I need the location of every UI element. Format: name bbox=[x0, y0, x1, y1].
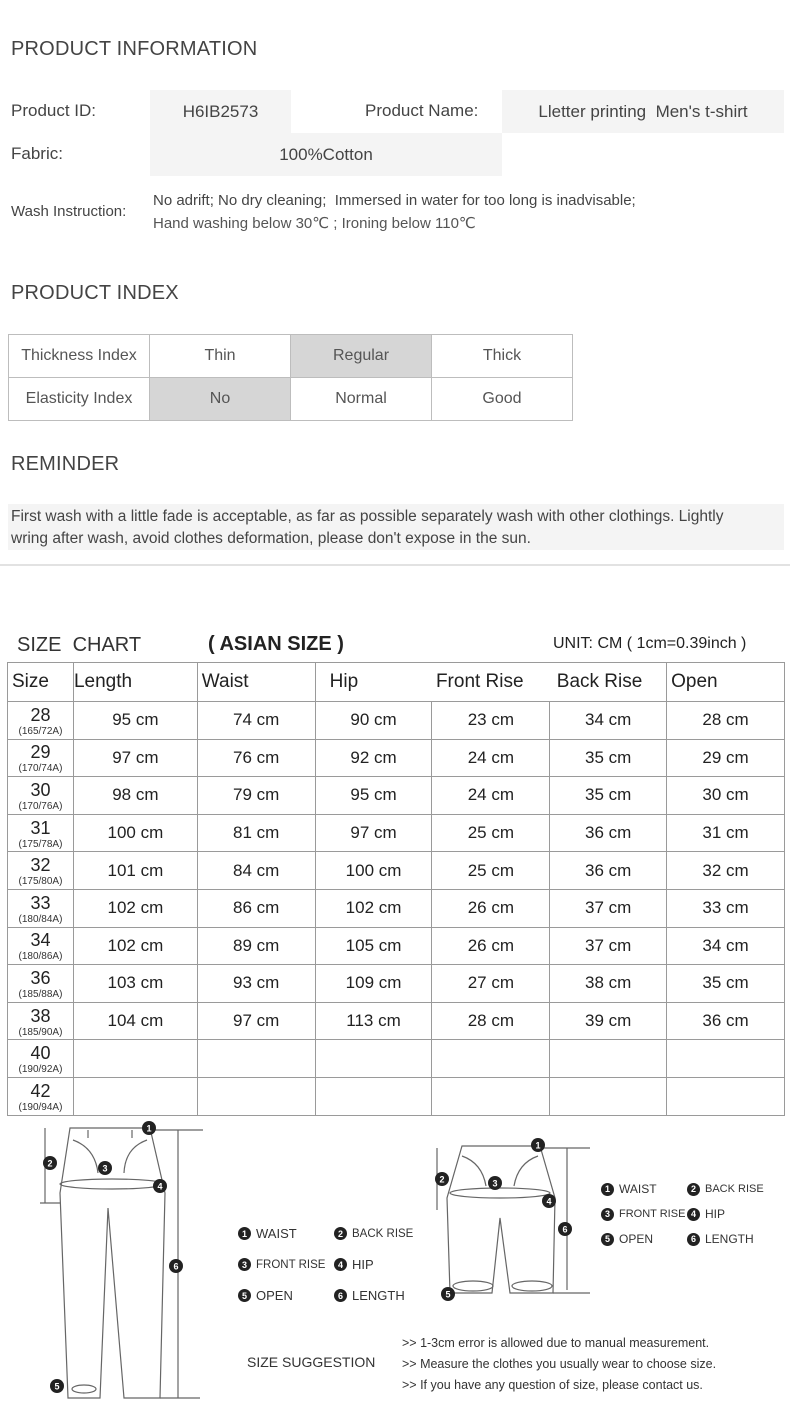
waist-cell: 97 cm bbox=[197, 1002, 315, 1040]
size-chart-subtitle: ( ASIAN SIZE ) bbox=[208, 633, 344, 655]
thickness-option-selected: Regular bbox=[291, 335, 432, 378]
marker-number: 6 bbox=[562, 1224, 568, 1235]
back-rise-cell: 34 cm bbox=[550, 702, 667, 740]
section-divider bbox=[0, 564, 790, 566]
legend-item bbox=[601, 1182, 687, 1196]
reminder-line1: First wash with a little fade is acceptable, as far as possible separately wash with other clothings. Lightly bbox=[11, 508, 724, 525]
size-chart-unit: UNIT: CM ( 1cm=0.39inch ) bbox=[553, 635, 747, 652]
table-row bbox=[8, 927, 785, 965]
length-cell: 103 cm bbox=[73, 965, 197, 1003]
size-suggestion-list bbox=[402, 1333, 716, 1396]
hip-cell: 92 cm bbox=[315, 739, 432, 777]
suggestion-line: >> 1-3cm error is allowed due to manual measurement. bbox=[402, 1336, 710, 1350]
back-rise-cell bbox=[550, 1040, 667, 1078]
waist-cell: 86 cm bbox=[197, 889, 315, 927]
wash-instruction-line1: No adrift; No dry cleaning; Immersed in water for too long is inadvisable; bbox=[153, 192, 636, 209]
front-rise-cell: 24 cm bbox=[432, 777, 550, 815]
table-row bbox=[8, 889, 785, 927]
size-cell bbox=[8, 1077, 74, 1115]
table-row bbox=[8, 852, 785, 890]
col-header-front-rise: Front Rise bbox=[432, 663, 550, 702]
legend-item bbox=[687, 1232, 754, 1246]
col-header-hip: Hip bbox=[315, 663, 432, 702]
legend-item bbox=[334, 1226, 413, 1241]
size-height-waist: (175/78A) bbox=[18, 838, 63, 850]
waist-cell: 74 cm bbox=[197, 702, 315, 740]
legend-label: BACK RISE bbox=[705, 1183, 764, 1195]
size-chart-table bbox=[7, 662, 785, 1116]
waist-cell: 79 cm bbox=[197, 777, 315, 815]
hip-cell: 113 cm bbox=[315, 1002, 432, 1040]
elasticity-option: Good bbox=[432, 378, 573, 421]
waist-cell: 93 cm bbox=[197, 965, 315, 1003]
fabric-value: 100%Cotton bbox=[150, 133, 502, 176]
product-index-table bbox=[8, 334, 573, 421]
legend-item bbox=[601, 1232, 687, 1246]
front-rise-cell: 26 cm bbox=[432, 889, 550, 927]
size-cell bbox=[8, 852, 74, 890]
open-cell: 30 cm bbox=[667, 777, 785, 815]
back-rise-cell: 35 cm bbox=[550, 739, 667, 777]
product-index-heading: PRODUCT INDEX bbox=[11, 282, 179, 304]
legend-label: FRONT RISE bbox=[619, 1208, 686, 1220]
hip-cell: 95 cm bbox=[315, 777, 432, 815]
open-cell: 28 cm bbox=[667, 702, 785, 740]
size-cell bbox=[8, 927, 74, 965]
elasticity-option-selected: No bbox=[150, 378, 291, 421]
front-rise-cell bbox=[432, 1077, 550, 1115]
size-number: 36 bbox=[30, 967, 51, 988]
size-cell bbox=[8, 965, 74, 1003]
size-number: 33 bbox=[30, 892, 51, 913]
open-cell: 36 cm bbox=[667, 1002, 785, 1040]
size-cell bbox=[8, 1002, 74, 1040]
back-rise-cell bbox=[550, 1077, 667, 1115]
hip-cell bbox=[315, 1040, 432, 1078]
legend-item bbox=[238, 1226, 334, 1241]
back-rise-cell: 36 cm bbox=[550, 814, 667, 852]
marker-number: 4 bbox=[546, 1196, 552, 1207]
length-cell: 98 cm bbox=[73, 777, 197, 815]
hip-cell: 90 cm bbox=[315, 702, 432, 740]
table-row bbox=[8, 777, 785, 815]
waist-cell: 81 cm bbox=[197, 814, 315, 852]
hip-cell: 105 cm bbox=[315, 927, 432, 965]
size-number: 31 bbox=[30, 817, 51, 838]
suggestion-line: >> If you have any question of size, please contact us. bbox=[402, 1378, 703, 1392]
legend-item bbox=[334, 1257, 374, 1272]
thickness-option: Thin bbox=[150, 335, 291, 378]
length-cell: 97 cm bbox=[73, 739, 197, 777]
marker-number: 2 bbox=[439, 1174, 445, 1185]
marker-badge: 1 bbox=[601, 1183, 614, 1196]
size-number: 29 bbox=[30, 742, 51, 763]
size-cell bbox=[8, 702, 74, 740]
marker-badge: 4 bbox=[687, 1208, 700, 1221]
marker-badge: 2 bbox=[687, 1183, 700, 1196]
open-cell: 31 cm bbox=[667, 814, 785, 852]
reminder-text bbox=[8, 504, 784, 550]
legend-label: BACK RISE bbox=[352, 1227, 414, 1240]
product-id-value: H6IB2573 bbox=[150, 90, 291, 133]
back-rise-cell: 35 cm bbox=[550, 777, 667, 815]
size-cell bbox=[8, 777, 74, 815]
table-row bbox=[8, 1077, 785, 1115]
front-rise-cell: 23 cm bbox=[432, 702, 550, 740]
back-rise-cell: 38 cm bbox=[550, 965, 667, 1003]
back-rise-cell: 37 cm bbox=[550, 889, 667, 927]
front-rise-cell: 27 cm bbox=[432, 965, 550, 1003]
back-rise-cell: 39 cm bbox=[550, 1002, 667, 1040]
open-cell: 35 cm bbox=[667, 965, 785, 1003]
length-cell bbox=[73, 1040, 197, 1078]
front-rise-cell: 25 cm bbox=[432, 814, 550, 852]
marker-badge: 6 bbox=[687, 1233, 700, 1246]
legend-label: OPEN bbox=[256, 1288, 293, 1303]
suggestion-line: >> Measure the clothes you usually wear to choose size. bbox=[402, 1357, 717, 1371]
col-header-back-rise: Back Rise bbox=[550, 663, 667, 702]
hip-cell: 102 cm bbox=[315, 889, 432, 927]
back-rise-cell: 37 cm bbox=[550, 927, 667, 965]
length-cell bbox=[73, 1077, 197, 1115]
table-row bbox=[8, 1002, 785, 1040]
wash-instruction-label: Wash Instruction: bbox=[11, 203, 127, 220]
size-suggestion-heading: SIZE SUGGESTION bbox=[247, 1354, 376, 1370]
product-information-heading: PRODUCT INFORMATION bbox=[11, 38, 258, 60]
open-cell: 34 cm bbox=[667, 927, 785, 965]
size-height-waist: (185/90A) bbox=[18, 1026, 63, 1038]
col-header-length: Length bbox=[73, 663, 197, 702]
size-number: 40 bbox=[30, 1043, 51, 1064]
marker-badge: 6 bbox=[334, 1289, 347, 1302]
legend-label: OPEN bbox=[619, 1232, 654, 1246]
marker-badge: 2 bbox=[334, 1227, 347, 1240]
hip-cell: 100 cm bbox=[315, 852, 432, 890]
table-row bbox=[8, 965, 785, 1003]
col-header-waist: Waist bbox=[197, 663, 315, 702]
legend-label: WAIST bbox=[256, 1226, 297, 1241]
legend-label: WAIST bbox=[619, 1182, 657, 1196]
hip-cell bbox=[315, 1077, 432, 1115]
elasticity-row bbox=[9, 378, 573, 421]
size-height-waist: (185/88A) bbox=[18, 988, 63, 1000]
size-chart-title: SIZE CHART bbox=[17, 634, 142, 656]
legend-item bbox=[238, 1288, 334, 1303]
waist-cell: 89 cm bbox=[197, 927, 315, 965]
length-cell: 101 cm bbox=[73, 852, 197, 890]
size-cell bbox=[8, 889, 74, 927]
front-rise-cell: 25 cm bbox=[432, 852, 550, 890]
length-cell: 102 cm bbox=[73, 889, 197, 927]
size-height-waist: (180/86A) bbox=[18, 951, 63, 963]
back-rise-cell: 36 cm bbox=[550, 852, 667, 890]
legend-item bbox=[238, 1257, 334, 1272]
legend-item bbox=[687, 1207, 725, 1221]
legend-item bbox=[334, 1288, 405, 1303]
marker-badge: 1 bbox=[238, 1227, 251, 1240]
size-number: 34 bbox=[30, 930, 51, 951]
marker-number: 1 bbox=[535, 1140, 541, 1151]
waist-cell: 76 cm bbox=[197, 739, 315, 777]
reminder-heading: REMINDER bbox=[11, 453, 120, 475]
legend-label: LENGTH bbox=[352, 1288, 405, 1303]
waist-cell bbox=[197, 1040, 315, 1078]
length-cell: 95 cm bbox=[73, 702, 197, 740]
size-height-waist: (190/94A) bbox=[18, 1101, 63, 1113]
product-name-label: Product Name: bbox=[365, 101, 479, 120]
thickness-option: Thick bbox=[432, 335, 573, 378]
size-height-waist: (165/72A) bbox=[18, 725, 63, 737]
front-rise-cell: 26 cm bbox=[432, 927, 550, 965]
marker-badge: 5 bbox=[238, 1289, 251, 1302]
size-number: 42 bbox=[30, 1080, 51, 1101]
size-cell bbox=[8, 739, 74, 777]
open-cell: 29 cm bbox=[667, 739, 785, 777]
thickness-row bbox=[9, 335, 573, 378]
size-number: 30 bbox=[30, 779, 51, 800]
length-cell: 102 cm bbox=[73, 927, 197, 965]
marker-number: 2 bbox=[47, 1158, 53, 1169]
open-cell bbox=[667, 1040, 785, 1078]
table-row bbox=[8, 1040, 785, 1078]
size-height-waist: (170/76A) bbox=[18, 800, 63, 812]
size-height-waist: (170/74A) bbox=[18, 763, 63, 775]
marker-badge: 5 bbox=[601, 1233, 614, 1246]
front-rise-cell bbox=[432, 1040, 550, 1078]
legend-label: HIP bbox=[705, 1207, 726, 1221]
table-row bbox=[8, 814, 785, 852]
open-cell: 32 cm bbox=[667, 852, 785, 890]
front-rise-cell: 28 cm bbox=[432, 1002, 550, 1040]
size-height-waist: (180/84A) bbox=[18, 913, 63, 925]
marker-number: 3 bbox=[102, 1163, 108, 1174]
size-number: 32 bbox=[30, 855, 51, 876]
front-rise-cell: 24 cm bbox=[432, 739, 550, 777]
hip-cell: 97 cm bbox=[315, 814, 432, 852]
legend-item bbox=[601, 1207, 687, 1221]
product-name-value: Lletter printing Men's t-shirt bbox=[502, 90, 784, 133]
hip-cell: 109 cm bbox=[315, 965, 432, 1003]
marker-number: 3 bbox=[492, 1178, 498, 1189]
length-cell: 104 cm bbox=[73, 1002, 197, 1040]
marker-badge: 4 bbox=[334, 1258, 347, 1271]
thickness-label: Thickness Index bbox=[9, 335, 150, 378]
legend-label: FRONT RISE bbox=[256, 1258, 326, 1271]
waist-cell bbox=[197, 1077, 315, 1115]
waist-cell: 84 cm bbox=[197, 852, 315, 890]
open-cell bbox=[667, 1077, 785, 1115]
table-row bbox=[8, 739, 785, 777]
size-chart-header-row bbox=[8, 663, 785, 702]
legend-label: HIP bbox=[352, 1257, 374, 1272]
marker-number: 1 bbox=[146, 1123, 152, 1134]
marker-badge: 3 bbox=[601, 1208, 614, 1221]
legend-short-pants bbox=[601, 1182, 781, 1246]
wash-instruction-line2: Hand washing below 30℃ ; Ironing below 110℃ bbox=[153, 215, 476, 232]
fabric-label: Fabric: bbox=[11, 144, 63, 163]
col-header-open: Open bbox=[667, 663, 785, 702]
marker-number: 6 bbox=[173, 1261, 179, 1272]
legend-long-pants bbox=[238, 1226, 428, 1303]
size-number: 28 bbox=[30, 704, 51, 725]
legend-item bbox=[687, 1182, 764, 1196]
size-height-waist: (190/92A) bbox=[18, 1064, 63, 1076]
legend-label: LENGTH bbox=[705, 1232, 754, 1246]
elasticity-option: Normal bbox=[291, 378, 432, 421]
size-cell bbox=[8, 1040, 74, 1078]
open-cell: 33 cm bbox=[667, 889, 785, 927]
marker-number: 4 bbox=[157, 1181, 163, 1192]
marker-number: 5 bbox=[445, 1289, 451, 1300]
elasticity-label: Elasticity Index bbox=[9, 378, 150, 421]
col-header-size: Size bbox=[8, 663, 74, 702]
size-number: 38 bbox=[30, 1005, 51, 1026]
marker-number: 5 bbox=[54, 1381, 60, 1392]
table-row bbox=[8, 702, 785, 740]
marker-badge: 3 bbox=[238, 1258, 251, 1271]
length-cell: 100 cm bbox=[73, 814, 197, 852]
short-pants-drawing bbox=[437, 1146, 590, 1293]
size-height-waist: (175/80A) bbox=[18, 876, 63, 888]
reminder-line2: wring after wash, avoid clothes deformation, please don't expose in the sun. bbox=[11, 530, 531, 547]
size-cell bbox=[8, 814, 74, 852]
product-id-label: Product ID: bbox=[11, 101, 97, 120]
